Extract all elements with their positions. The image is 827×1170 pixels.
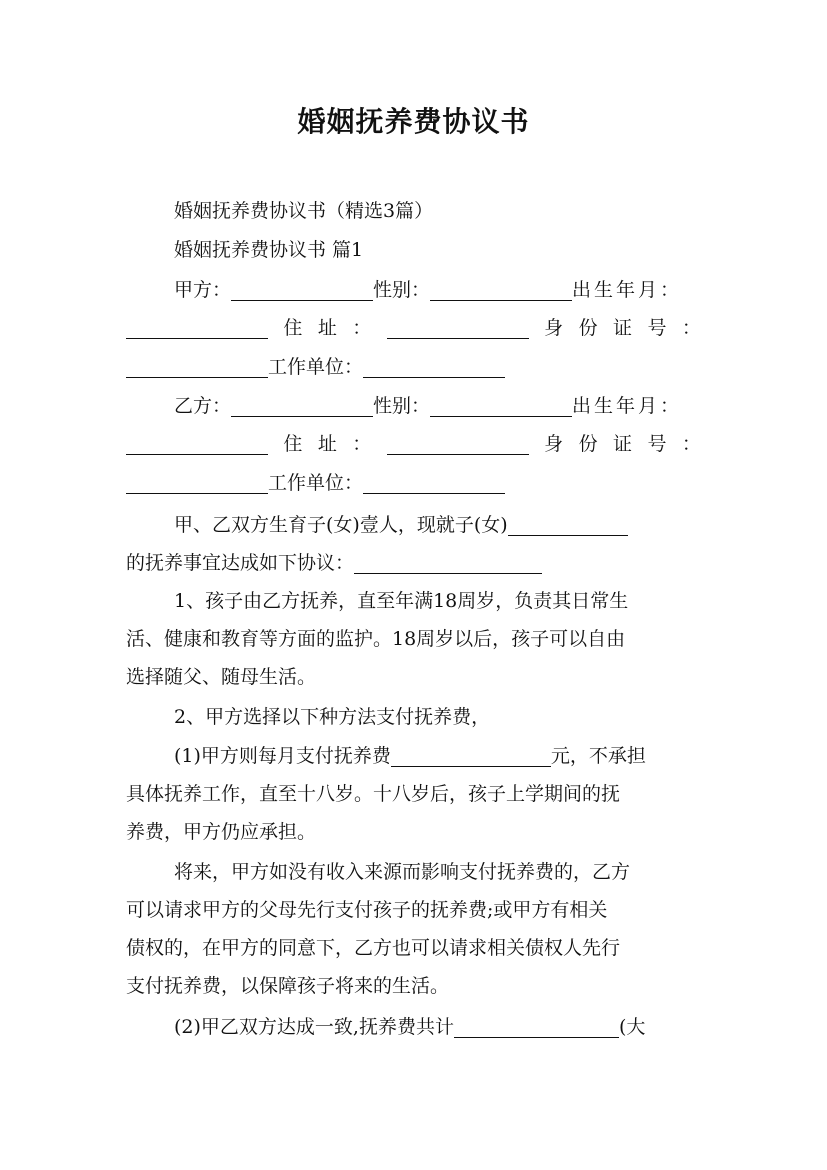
party-b-address-char: 址 bbox=[317, 433, 337, 455]
party-a-id-char: 身 bbox=[544, 317, 564, 339]
party-b-id-blank bbox=[126, 473, 268, 494]
item2-line: 2、甲方选择以下种方法支付抚养费， bbox=[174, 706, 491, 728]
party-b-row1 bbox=[126, 391, 749, 421]
party-a-label: 甲方： bbox=[174, 279, 232, 301]
party-a-row3 bbox=[126, 352, 701, 382]
item2-1-text-b: 元，不承担 bbox=[550, 745, 646, 767]
item1-line-1: 1、孩子由乙方抚养，直至年满18周岁，负责其日常生 bbox=[174, 590, 629, 612]
party-a-address-char: 址 bbox=[317, 317, 337, 339]
item2-1-line-1 bbox=[126, 741, 749, 771]
party-a-work-blank bbox=[363, 357, 505, 378]
section-heading: 婚姻抚养费协议书 篇1 bbox=[174, 239, 364, 261]
item1-line-3: 选择随父、随母生活。 bbox=[126, 666, 317, 688]
future-line-3: 债权的，在甲方的同意下，乙方也可以请求相关债权人先行 bbox=[126, 937, 621, 959]
party-b-work-label: 工作单位： bbox=[268, 472, 364, 494]
party-b-gender-blank bbox=[430, 396, 572, 417]
item2-1-line-2: 具体抚养工作，直至十八岁。十八岁后，孩子上学期间的抚 bbox=[126, 783, 621, 805]
party-b-id-char: ： bbox=[681, 433, 701, 455]
party-a-row1 bbox=[126, 275, 749, 305]
party-a-address-blank bbox=[387, 318, 529, 339]
item2-2-line bbox=[126, 1012, 749, 1042]
party-a-name-blank bbox=[231, 280, 373, 301]
child-name-blank bbox=[508, 515, 628, 536]
monthly-amount-blank bbox=[391, 746, 551, 767]
document-title: 婚姻抚养费协议书 bbox=[297, 105, 530, 138]
party-a-birth-blank bbox=[126, 318, 268, 339]
party-b-label: 乙方： bbox=[174, 395, 232, 417]
total-amount-blank bbox=[454, 1017, 619, 1038]
party-b-id-char: 号 bbox=[647, 433, 667, 455]
party-a-address-char: 住 bbox=[283, 317, 303, 339]
party-b-address-char: ： bbox=[352, 433, 372, 455]
party-b-id-char: 证 bbox=[613, 433, 633, 455]
party-a-birth-label: 出生年月： bbox=[572, 279, 683, 301]
intro-text-1: 甲、乙双方生育子(女)壹人，现就子(女) bbox=[174, 514, 508, 536]
future-line-4: 支付抚养费，以保障孩子将来的生活。 bbox=[126, 975, 450, 997]
future-line-1: 将来，甲方如没有收入来源而影响支付抚养费的，乙方 bbox=[174, 861, 631, 883]
party-a-gender-blank bbox=[430, 280, 572, 301]
party-a-gender-label: 性别： bbox=[373, 279, 431, 301]
intro-line-2 bbox=[126, 548, 701, 578]
party-b-id-char: 份 bbox=[578, 433, 598, 455]
item2-1-line-3: 养费，甲方仍应承担。 bbox=[126, 821, 317, 843]
intro-text-2: 的抚养事宜达成如下协议： bbox=[126, 552, 355, 574]
party-b-birth-blank bbox=[126, 434, 268, 455]
item2-2-text-b: (大 bbox=[618, 1016, 646, 1038]
party-b-work-blank bbox=[363, 473, 505, 494]
item2-1-text-a: (1)甲方则每月支付抚养费 bbox=[174, 745, 391, 767]
party-a-id-char: 号 bbox=[647, 317, 667, 339]
party-b-address-blank bbox=[387, 434, 529, 455]
party-a-id-char: 证 bbox=[613, 317, 633, 339]
party-b-row2 bbox=[126, 429, 701, 459]
party-b-id-char: 身 bbox=[544, 433, 564, 455]
subtitle: 婚姻抚养费协议书（精选3篇） bbox=[174, 200, 434, 222]
party-a-row2 bbox=[126, 313, 701, 343]
party-a-id-blank bbox=[126, 357, 268, 378]
party-b-gender-label: 性别： bbox=[373, 395, 431, 417]
item2-2-text-a: (2)甲乙双方达成一致,抚养费共计 bbox=[174, 1016, 454, 1038]
party-b-row3 bbox=[126, 468, 701, 498]
future-line-2: 可以请求甲方的父母先行支付孩子的抚养费;或甲方有相关 bbox=[126, 899, 608, 921]
party-a-id-char: ： bbox=[681, 317, 701, 339]
party-a-address-char: ： bbox=[352, 317, 372, 339]
party-b-address-char: 住 bbox=[283, 433, 303, 455]
party-b-birth-label: 出生年月： bbox=[572, 395, 683, 417]
party-b-name-blank bbox=[231, 396, 373, 417]
party-a-work-label: 工作单位： bbox=[268, 356, 364, 378]
item1-line-2: 活、健康和教育等方面的监护。18周岁以后，孩子可以自由 bbox=[126, 628, 626, 650]
intro-line-1 bbox=[126, 510, 749, 540]
agreement-blank bbox=[354, 553, 542, 574]
party-a-id-char: 份 bbox=[578, 317, 598, 339]
